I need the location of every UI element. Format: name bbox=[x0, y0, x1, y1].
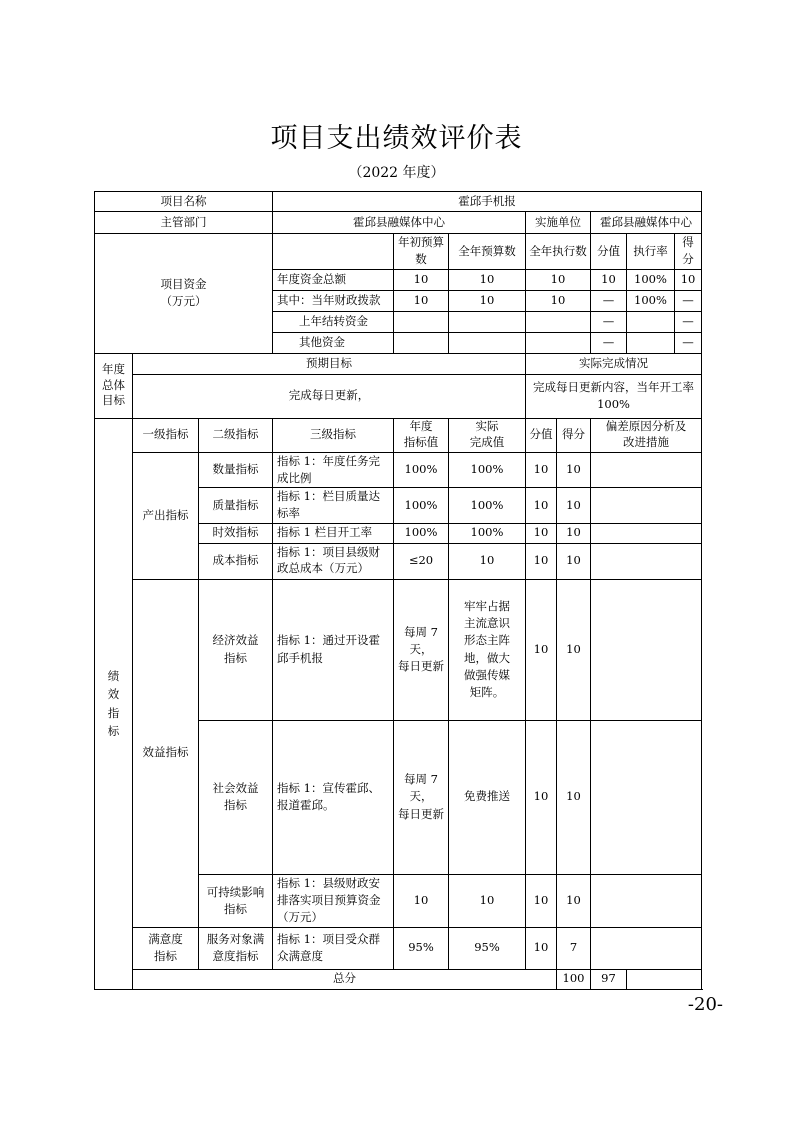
row-fund-header bbox=[95, 234, 702, 270]
ind-note bbox=[591, 720, 702, 874]
ind-header-score: 得分 bbox=[557, 418, 591, 452]
fund-cell: 10 bbox=[675, 269, 702, 290]
fund-row-label: 其中：当年财政拨款 bbox=[273, 290, 394, 311]
ind-target: 100% bbox=[394, 488, 449, 524]
row-total bbox=[95, 969, 702, 989]
value-dept: 霍邱县融媒体中心 bbox=[273, 212, 526, 234]
ind-actual: 100% bbox=[449, 452, 526, 488]
group-satisfaction: 满意度 指标 bbox=[133, 927, 199, 969]
ind-actual: 100% bbox=[449, 488, 526, 524]
fund-row-label: 年度资金总额 bbox=[273, 269, 394, 290]
fund-cell bbox=[627, 311, 675, 332]
page-title: 项目支出绩效评价表 bbox=[270, 123, 523, 154]
label-performance: 绩 效 指 标 bbox=[95, 418, 133, 989]
ind-note bbox=[591, 488, 702, 524]
label-expected: 预期目标 bbox=[133, 353, 526, 374]
ind-l3: 指标 1 栏目开工率 bbox=[273, 523, 394, 543]
ind-header-l1: 一级指标 bbox=[133, 418, 199, 452]
ind-actual: 10 bbox=[449, 874, 526, 927]
row-project-name bbox=[95, 192, 702, 212]
fund-cell: — bbox=[591, 290, 627, 311]
fund-cell: 100% bbox=[627, 269, 675, 290]
fund-header-blank bbox=[273, 234, 394, 270]
ind-score-value: 10 bbox=[526, 874, 557, 927]
ind-header-actual: 实际 完成值 bbox=[449, 418, 526, 452]
ind-l3: 指标 1：宣传霍邱、报道霍邱。 bbox=[273, 720, 394, 874]
ind-l3: 指标 1：项目县级财政总成本（万元） bbox=[273, 543, 394, 579]
ind-actual: 免费推送 bbox=[449, 720, 526, 874]
ind-actual: 10 bbox=[449, 543, 526, 579]
fund-cell: — bbox=[675, 332, 702, 353]
fund-cell: — bbox=[675, 290, 702, 311]
fund-header-0: 年初预算数 bbox=[394, 234, 449, 270]
ind-l3: 指标 1：年度任务完成比例 bbox=[273, 452, 394, 488]
ind-note bbox=[591, 523, 702, 543]
fund-header-5: 得分 bbox=[675, 234, 702, 270]
ind-l2: 服务对象满 意度指标 bbox=[199, 927, 273, 969]
ind-l3: 指标 1：县级财政安排落实项目预算资金（万元） bbox=[273, 874, 394, 927]
ind-target: 95% bbox=[394, 927, 449, 969]
fund-cell: — bbox=[591, 332, 627, 353]
group-output: 产出指标 bbox=[133, 452, 199, 579]
ind-target: 100% bbox=[394, 452, 449, 488]
fund-cell bbox=[627, 332, 675, 353]
value-impl-unit: 霍邱县融媒体中心 bbox=[591, 212, 702, 234]
label-project-name: 项目名称 bbox=[95, 192, 273, 212]
ind-score-value: 10 bbox=[526, 543, 557, 579]
ind-l3: 指标 1：项目受众群众满意度 bbox=[273, 927, 394, 969]
fund-cell: 10 bbox=[526, 290, 591, 311]
ind-score-value: 10 bbox=[526, 579, 557, 720]
label-actual: 实际完成情况 bbox=[526, 353, 702, 374]
ind-actual: 95% bbox=[449, 927, 526, 969]
total-note bbox=[627, 969, 702, 989]
ind-header-score-value: 分值 bbox=[526, 418, 557, 452]
fund-row-label: 其他资金 bbox=[273, 332, 394, 353]
fund-cell: 10 bbox=[394, 269, 449, 290]
fund-cell: 10 bbox=[526, 269, 591, 290]
ind-score-value: 10 bbox=[526, 523, 557, 543]
ind-target: 每周 7 天， 每日更新 bbox=[394, 720, 449, 874]
fund-cell bbox=[449, 311, 526, 332]
page-number: -20- bbox=[687, 994, 723, 1015]
ind-score: 10 bbox=[557, 452, 591, 488]
fund-header-1: 全年预算数 bbox=[449, 234, 526, 270]
ind-l2: 成本指标 bbox=[199, 543, 273, 579]
ind-l3: 指标 1：栏目质量达标率 bbox=[273, 488, 394, 524]
indicator-row bbox=[95, 927, 702, 969]
ind-l2: 质量指标 bbox=[199, 488, 273, 524]
fund-cell: 10 bbox=[449, 269, 526, 290]
label-year-target: 年度 总体 目标 bbox=[95, 353, 133, 418]
ind-note bbox=[591, 927, 702, 969]
ind-score: 10 bbox=[557, 523, 591, 543]
ind-score-value: 10 bbox=[526, 452, 557, 488]
ind-l3: 指标 1：通过开设霍邱手机报 bbox=[273, 579, 394, 720]
ind-note bbox=[591, 452, 702, 488]
label-fund: 项目资金 （万元） bbox=[95, 234, 273, 354]
ind-l2: 时效指标 bbox=[199, 523, 273, 543]
ind-score: 10 bbox=[557, 720, 591, 874]
ind-score-value: 10 bbox=[526, 720, 557, 874]
value-expected: 完成每日更新， bbox=[133, 374, 526, 418]
ind-note bbox=[591, 874, 702, 927]
label-impl-unit: 实施单位 bbox=[526, 212, 591, 234]
label-dept: 主管部门 bbox=[95, 212, 273, 234]
ind-l2: 社会效益 指标 bbox=[199, 720, 273, 874]
fund-cell bbox=[394, 332, 449, 353]
fund-header-3: 分值 bbox=[591, 234, 627, 270]
ind-score-value: 10 bbox=[526, 488, 557, 524]
ind-target: 每周 7 天， 每日更新 bbox=[394, 579, 449, 720]
ind-note bbox=[591, 579, 702, 720]
ind-l2: 数量指标 bbox=[199, 452, 273, 488]
ind-actual: 牢牢占据 主流意识 形态主阵 地，做大 做强传媒 矩阵。 bbox=[449, 579, 526, 720]
row-target-header bbox=[95, 353, 702, 374]
ind-score: 10 bbox=[557, 874, 591, 927]
ind-header-target: 年度 指标值 bbox=[394, 418, 449, 452]
fund-cell: 10 bbox=[394, 290, 449, 311]
row-dept bbox=[95, 212, 702, 234]
ind-header-l2: 二级指标 bbox=[199, 418, 273, 452]
indicator-row bbox=[95, 579, 702, 720]
value-project-name: 霍邱手机报 bbox=[273, 192, 702, 212]
fund-header-2: 全年执行数 bbox=[526, 234, 591, 270]
ind-note bbox=[591, 543, 702, 579]
indicator-row bbox=[95, 452, 702, 488]
fund-header-4: 执行率 bbox=[627, 234, 675, 270]
ind-target: 10 bbox=[394, 874, 449, 927]
ind-header-note: 偏差原因分析及 改进措施 bbox=[591, 418, 702, 452]
fund-cell bbox=[394, 311, 449, 332]
fund-cell bbox=[449, 332, 526, 353]
ind-header-l3: 三级指标 bbox=[273, 418, 394, 452]
label-total: 总分 bbox=[133, 969, 557, 989]
fund-cell bbox=[526, 311, 591, 332]
ind-target: 100% bbox=[394, 523, 449, 543]
total-score: 97 bbox=[591, 969, 627, 989]
ind-score-value: 10 bbox=[526, 927, 557, 969]
ind-score: 7 bbox=[557, 927, 591, 969]
fund-cell: — bbox=[675, 311, 702, 332]
ind-score: 10 bbox=[557, 488, 591, 524]
fund-cell: 10 bbox=[449, 290, 526, 311]
ind-actual: 100% bbox=[449, 523, 526, 543]
ind-score: 10 bbox=[557, 579, 591, 720]
fund-cell: — bbox=[591, 311, 627, 332]
ind-l2: 经济效益 指标 bbox=[199, 579, 273, 720]
group-benefit: 效益指标 bbox=[133, 579, 199, 927]
ind-l2: 可持续影响 指标 bbox=[199, 874, 273, 927]
page-subtitle: （2022 年度） bbox=[348, 165, 445, 181]
row-indicator-header bbox=[95, 418, 702, 452]
row-target-values bbox=[95, 374, 702, 418]
fund-cell: 10 bbox=[591, 269, 627, 290]
total-score-value: 100 bbox=[557, 969, 591, 989]
fund-row-label: 上年结转资金 bbox=[273, 311, 394, 332]
ind-target: ≤20 bbox=[394, 543, 449, 579]
fund-cell bbox=[526, 332, 591, 353]
evaluation-table bbox=[94, 191, 702, 990]
value-actual: 完成每日更新内容，当年开工率 100% bbox=[526, 374, 702, 418]
ind-score: 10 bbox=[557, 543, 591, 579]
fund-cell: 100% bbox=[627, 290, 675, 311]
